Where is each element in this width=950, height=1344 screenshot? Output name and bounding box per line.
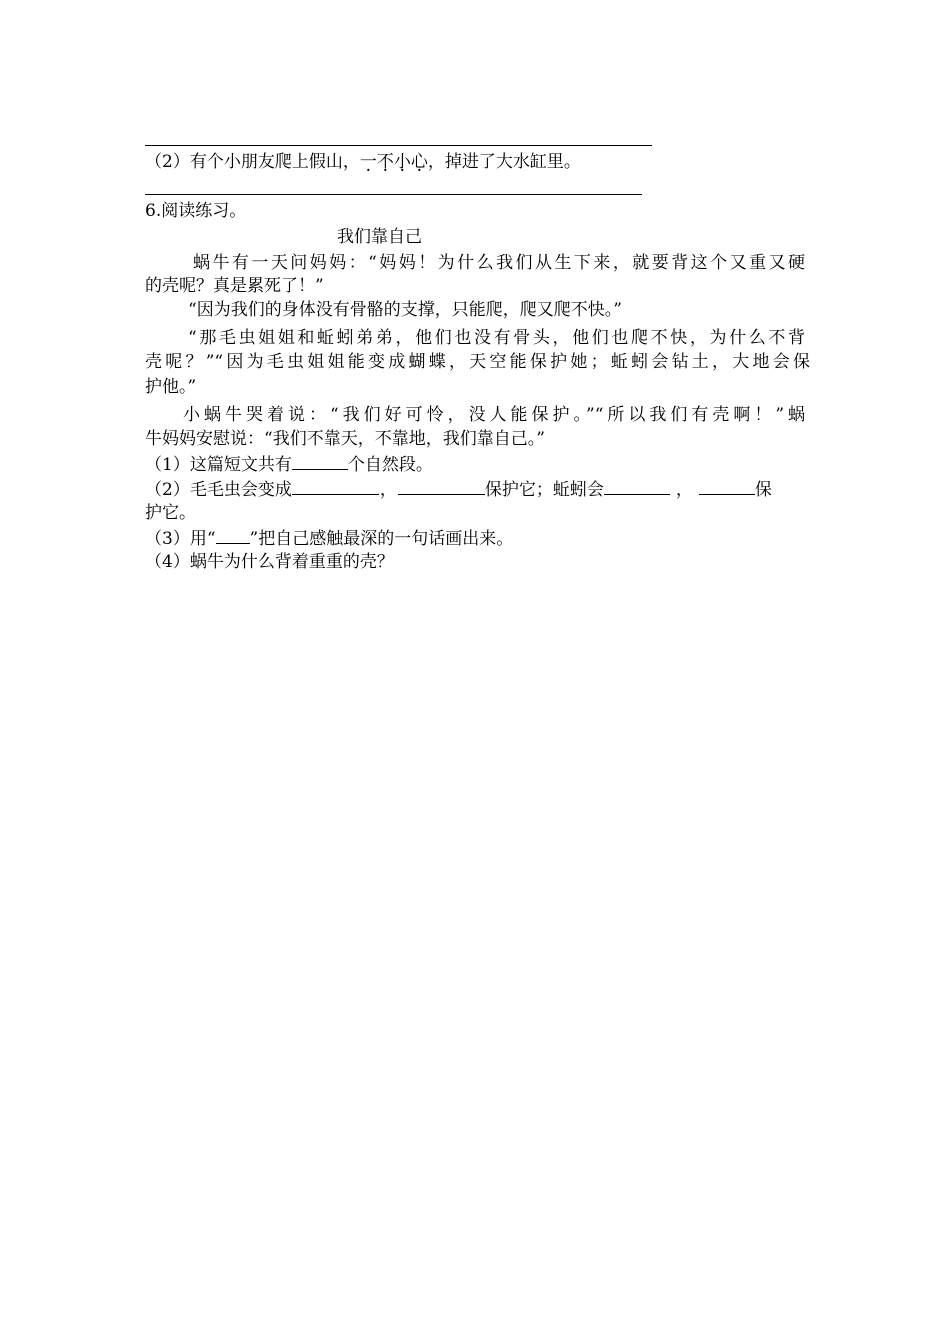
passage-line: “那毛虫姐姐和蚯蚓弟弟，他们也没有骨头，他们也爬不快，为什么不背: [188, 328, 805, 348]
answer-blank[interactable]: [292, 452, 348, 470]
item-text: （2）有个小朋友爬上假山，: [145, 152, 360, 172]
item-text: 个自然段。: [347, 455, 433, 475]
emphasis-char: 心: [410, 152, 428, 172]
item-text: （3）用“: [145, 529, 216, 549]
section-heading: 6.阅读练习。: [145, 201, 247, 221]
item-text: 保: [754, 480, 772, 500]
passage-line: 的壳呢？真是累死了！”: [145, 276, 324, 296]
passage-line: 小蜗牛哭着说：“我们好可怜，没人能保护。”“所以我们有壳啊！”蜗: [183, 405, 805, 425]
emphasis-char: 一: [359, 152, 377, 172]
item-text: （2）毛毛虫会变成: [145, 480, 292, 500]
answer-blank[interactable]: [292, 477, 379, 495]
emphasis-char: 不: [376, 152, 394, 172]
question-item: （4）蜗牛为什么背着重重的壳？: [145, 552, 394, 572]
question-item: [145, 150, 810, 174]
answer-line: [145, 194, 642, 195]
passage-line: “因为我们的身体没有骨骼的支撑，只能爬，爬又爬不快。”: [188, 300, 622, 320]
emphasis-char: 小: [393, 152, 411, 172]
question-item: [145, 452, 810, 477]
answer-blank[interactable]: [216, 526, 250, 544]
answer-blank[interactable]: [699, 477, 755, 495]
question-item-continued: 护它。: [145, 503, 196, 523]
passage-title: 我们靠自己: [337, 227, 422, 247]
item-text: （1）这篇短文共有: [145, 455, 292, 475]
answer-blank[interactable]: [398, 477, 485, 495]
question-item: [145, 477, 810, 502]
question-item: [145, 526, 810, 551]
item-text: ，: [379, 480, 397, 500]
item-text: ，掉进了大水缸里。: [427, 152, 581, 172]
passage-line: 牛妈妈安慰说：“我们不靠天，不靠地，我们靠自己。”: [145, 429, 545, 449]
answer-blank[interactable]: [604, 477, 670, 495]
passage-line: 护他。”: [145, 377, 197, 397]
item-text: ”把自己感触最深的一句话画出来。: [249, 529, 514, 549]
answer-line: [145, 145, 652, 146]
item-text: ，: [675, 480, 693, 500]
passage-line: 蜗牛有一天问妈妈：“妈妈！为什么我们从生下来，就要背这个又重又硬: [193, 253, 805, 273]
item-text: 保护它；蚯蚓会: [484, 480, 604, 500]
passage-line: 壳呢？”“因为毛虫姐姐能变成蝴蝶，天空能保护她；蚯蚓会钻土，大地会保: [145, 352, 810, 372]
